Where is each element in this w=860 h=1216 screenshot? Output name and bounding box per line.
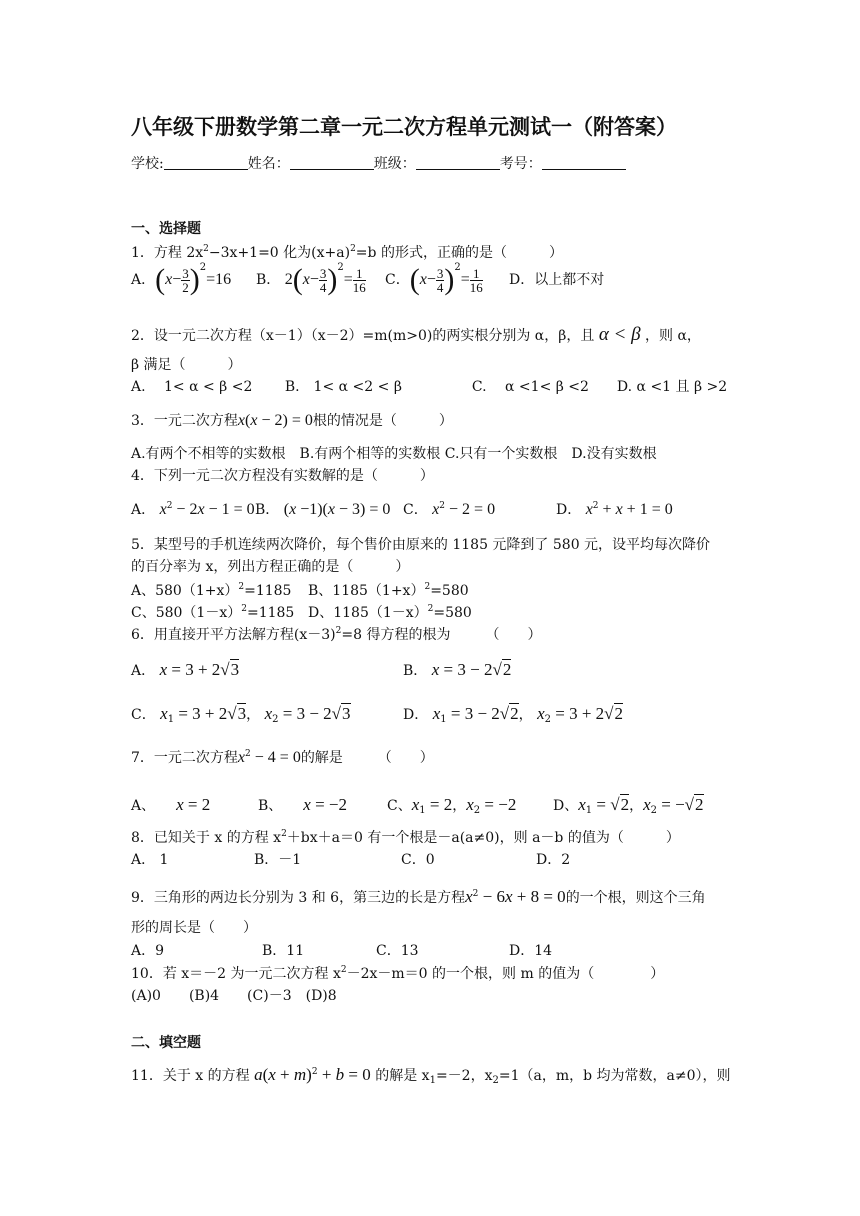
question-10-options: (A)0 (B)4 (C)－3 (D)8 xyxy=(131,988,337,1004)
question-4-stem: 4．下列一元二次方程没有实数解的是（ ） xyxy=(131,468,434,484)
question-5-option-b: B、$1185(1+x)^2=580$ xyxy=(308,582,469,599)
class-label: 班级： xyxy=(373,156,416,172)
question-6-option-d: D． $x_1 = 3 - 2√2$， $x_2 = 3 + 2√2$ xyxy=(403,704,624,725)
question-5-option-a: A、$580(1+x)^2=1185$ xyxy=(131,582,292,599)
question-8-option-c: C．0 xyxy=(401,852,435,868)
question-3-stem: 3．一元二次方程x(x − 2) = 0根的情况是（ ） xyxy=(131,412,453,429)
question-1-option-b: B． 2(x− $\frac{3}{4}$ )$^2$= $\frac{1}{16}$ xyxy=(256,262,366,296)
school-blank xyxy=(164,157,248,170)
question-9-option-c: C．13 xyxy=(376,943,419,959)
question-2-stem: 2．设一元二次方程（x－1）（x－2）=m(m>0)的两实根分别为 α，β，且 α < β ，则 α， xyxy=(131,324,701,345)
question-4-option-a: A． $x^2 - 2x - 1 = 0$ xyxy=(131,501,255,518)
question-7-option-b: B、 x = −2 xyxy=(258,795,348,814)
question-5-stem: 5．某型号的手机连续两次降价，每个售价由原来的 1185 元降到了 580 元，设平均每次降价 xyxy=(131,537,711,553)
question-6-option-b: B． x = 3 − 2√2 xyxy=(403,660,512,679)
question-2-stem-line2: β 满足（ ） xyxy=(131,357,242,373)
name-label: 姓名： xyxy=(247,156,290,172)
question-10-stem: 10．若 x＝－2 为一元二次方程 $x^2-2x-m=0$ 的一个根，则 m 的值为（ ） xyxy=(131,965,665,982)
question-7-option-d: D、$x_1 = √2$，$x_2 = -√2$ xyxy=(553,795,704,816)
question-4-option-c: C． $x^2 - 2 = 0$ xyxy=(403,501,496,518)
question-9-option-b: B．11 xyxy=(262,943,305,959)
question-9-stem: 9．三角形的两边长分别为 3 和 6，第三边的长是方程$x^2 - 6x + 8 = 0$的一个根，则这个三角 xyxy=(131,887,706,906)
question-1-option-c: C．(x− $\frac{3}{4}$ )$^2$= $\frac{1}{16}$ xyxy=(385,262,483,296)
class-blank xyxy=(416,157,500,170)
question-3-options: A.有两个不相等的实数根 B.有两个相等的实数根 C.只有一个实数根 D.没有实数根 xyxy=(131,446,657,462)
question-6-stem: 6．用直接开平方法解方程$(x-3)^2=8$ 得方程的根为 （ ） xyxy=(131,626,542,643)
section-choice-title: 一、选择题 xyxy=(131,221,201,237)
question-9-option-d: D．14 xyxy=(509,943,553,959)
question-8-stem: 8．已知关于 x 的方程 $x^2+bx+a=0$ 有一个根是－a(a≠0)，则 a－b 的值为（ ） xyxy=(131,829,680,846)
school-label: 学校: xyxy=(131,156,164,172)
question-4-option-d: D． $x^2 + x + 1 = 0$ xyxy=(556,501,673,518)
question-1-option-d: D．以上都不对 xyxy=(509,272,605,288)
question-4-option-b: B． (x −1)(x − 3) = 0 xyxy=(255,501,391,518)
question-8-option-a: A． 1 xyxy=(131,852,169,868)
question-6-option-c: C． $x_1 = 3 + 2√3$， $x_2 = 3 - 2√3$ xyxy=(131,704,351,725)
question-8-option-d: D．2 xyxy=(536,852,571,868)
question-1-stem: 1．方程 $2x^2-3x+1=0$ 化为$(x+a)^2=b$ 的形式，正确的是（ ） xyxy=(131,244,563,261)
question-7-option-a: A、 x = 2 xyxy=(131,795,211,814)
question-9-option-a: A．9 xyxy=(131,943,165,959)
question-6-option-a: A． x = 3 + 2√3 xyxy=(131,660,240,679)
question-5-stem-line2: 的百分率为 x，列出方程正确的是（ ） xyxy=(131,559,410,575)
question-11-stem: 11．关于 x 的方程 $a(x + m)^2 + b = 0$ 的解是 $x_1=-2$，$x_2=1(a$，m，b 均为常数，a≠0），则 xyxy=(131,1065,731,1086)
question-8-option-b: B．－1 xyxy=(254,852,302,868)
student-info xyxy=(131,157,626,171)
question-5-option-d: D、$1185(1-x)^2=580$ xyxy=(308,604,472,621)
name-blank xyxy=(290,157,374,170)
question-7-option-c: C、$x_1 = 2$，$x_2 = -2$ xyxy=(387,795,517,816)
exam-no-label: 考号： xyxy=(499,156,542,172)
question-1-option-a: A．(x− $\frac{3}{2}$ )$^2$=16 xyxy=(131,262,232,296)
question-5-option-c: C、$580(1-x)^2=1185$ xyxy=(131,604,295,621)
exam-no-blank xyxy=(542,157,626,170)
page-title: 八年级下册数学第二章一元二次方程单元测试一（附答案） xyxy=(131,115,677,139)
question-7-stem: 7．一元二次方程$x^2 - 4 = 0$的解是 （ ） xyxy=(131,749,434,766)
question-9-stem-line2: 形的周长是（ ） xyxy=(131,920,257,936)
section-fill-title: 二、填空题 xyxy=(131,1035,201,1051)
question-2-options: A. 1< α < β <2 B. 1< α <2 < β C. α <1< β <2 D. α <1 且 β >2 xyxy=(131,379,728,395)
